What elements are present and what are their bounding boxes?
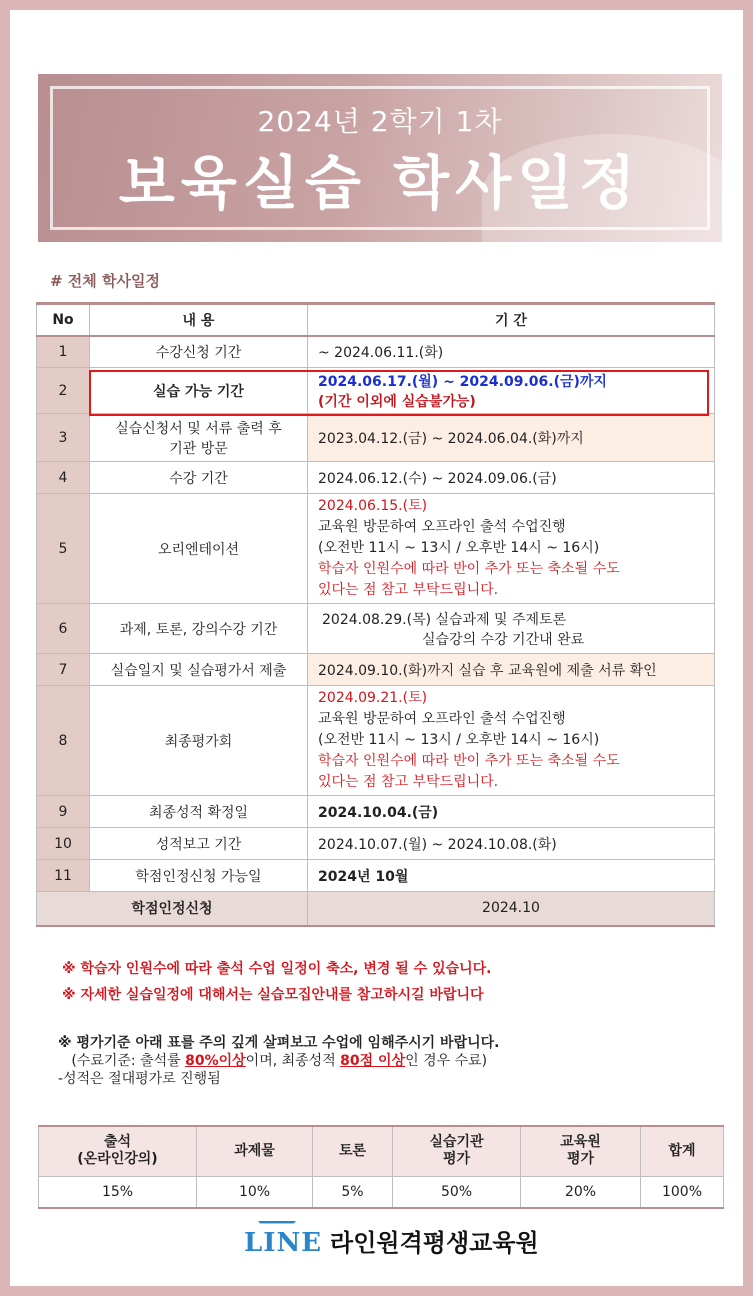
row-item: 최종평가회 (90, 686, 308, 796)
grade-table (38, 1125, 724, 1209)
title-banner (38, 74, 722, 242)
grade-value: 100% (641, 1176, 724, 1208)
banner-title: 보육실습 학사일정 (118, 149, 642, 217)
row-item: 오리엔테이션 (90, 494, 308, 604)
grade-header-line: 교육원 (560, 1134, 601, 1151)
row-no: 6 (37, 604, 90, 654)
grade-header-line: 토론 (338, 1142, 367, 1159)
period-line: 교육원 방문하여 오프라인 출석 수업진행 (318, 519, 566, 535)
grade-header (641, 1126, 724, 1176)
institute-logo (244, 1220, 539, 1260)
grade-value: 5% (313, 1176, 393, 1208)
criteria-block (58, 1034, 499, 1088)
period-note: 있다는 점 참고 부탁드립니다. (318, 774, 499, 790)
table-row (37, 686, 715, 796)
row-no: 5 (37, 494, 90, 604)
grade-header-line: 과제물 (234, 1142, 275, 1159)
grade-header (39, 1126, 197, 1176)
period-note: 있다는 점 참고 부탁드립니다. (318, 582, 499, 598)
institute-name: 라인원격평생교육원 (330, 1228, 539, 1257)
row-no: 8 (37, 686, 90, 796)
row-item: 수강신청 기간 (90, 336, 308, 368)
grade-header (313, 1126, 393, 1176)
table-row (37, 828, 715, 860)
row-no: 11 (37, 860, 90, 892)
criteria-text: (수료기준: 출석률 (58, 1053, 186, 1069)
row-period: 2023.04.12.(금) ~ 2024.06.04.(화)까지 (308, 414, 715, 462)
grade-header-line: 평가 (566, 1151, 595, 1168)
item-line: 실습신청서 및 서류 출력 후 (115, 420, 282, 437)
row-period: 2024년 10월 (308, 860, 715, 892)
section-title: # 전체 학사일정 (50, 272, 160, 290)
period-note: 학습자 인원수에 따라 반이 추가 또는 축소될 수도 (318, 753, 620, 769)
row-item: 실습 가능 기간 (90, 368, 308, 414)
row-period: 2024.10.07.(월) ~ 2024.10.08.(화) (308, 828, 715, 860)
grade-value: 50% (393, 1176, 521, 1208)
score-requirement: 80점 이상 (340, 1053, 406, 1069)
table-row (37, 796, 715, 828)
criteria-head: ※ 평가기준 아래 표를 주의 깊게 살펴보고 수업에 임해주시기 바랍니다. (58, 1035, 500, 1051)
row-period: 2024.10.04.(금) (308, 796, 715, 828)
notice-line: ※ 자세한 실습일정에 대해서는 실습모집안내를 참고하시길 바랍니다 (62, 987, 484, 1003)
row-no: 1 (37, 336, 90, 368)
grade-header-line: 합계 (668, 1142, 696, 1159)
table-row (37, 860, 715, 892)
table-row (37, 414, 715, 462)
row-item: 최종성적 확정일 (90, 796, 308, 828)
grade-header (197, 1126, 313, 1176)
table-row (37, 494, 715, 604)
row-no: 10 (37, 828, 90, 860)
practice-warning: (기간 이외에 실습불가능) (318, 393, 476, 410)
grade-value: 10% (197, 1176, 313, 1208)
credit-value: 2024.10 (308, 892, 715, 926)
notice-line: ※ 학습자 인원수에 따라 출석 수업 일정이 축소, 변경 될 수 있습니다. (62, 961, 492, 977)
table-row (37, 336, 715, 368)
header-period: 기 간 (308, 304, 715, 336)
row-no: 3 (37, 414, 90, 462)
table-row (37, 604, 715, 654)
criteria-text: 이며, 최종성적 (245, 1053, 341, 1069)
row-period: 2024.09.10.(화)까지 실습 후 교육원에 제출 서류 확인 (308, 654, 715, 686)
orientation-date: 2024.06.15.(토) (318, 498, 428, 514)
header-no: No (37, 304, 90, 336)
criteria-text: 인 경우 수료) (405, 1053, 488, 1069)
criteria-line: -성적은 절대평가로 진행됨 (58, 1071, 221, 1087)
row-no: 4 (37, 462, 90, 494)
grade-header (521, 1126, 641, 1176)
attend-requirement: 80%이상 (185, 1053, 246, 1069)
credit-label: 학점인정신청 (37, 892, 308, 926)
item-line: 기관 방문 (169, 440, 228, 457)
period-note: 학습자 인원수에 따라 반이 추가 또는 축소될 수도 (318, 561, 620, 577)
period-line: 실습강의 수강 기간내 완료 (422, 631, 585, 648)
grade-value: 20% (521, 1176, 641, 1208)
highlight-box (89, 370, 709, 416)
row-item (90, 414, 308, 462)
grade-header-line: (온라인강의) (77, 1151, 158, 1168)
row-period: 2024.06.12.(수) ~ 2024.09.06.(금) (308, 462, 715, 494)
row-item: 실습일지 및 실습평가서 제출 (90, 654, 308, 686)
banner-subtitle: 2024년 2학기 1차 (257, 105, 503, 138)
table-row (37, 654, 715, 686)
row-item: 성적보고 기간 (90, 828, 308, 860)
row-period: ~ 2024.06.11.(화) (308, 336, 715, 368)
line-logo-mark: LINE (244, 1222, 322, 1258)
period-line: 2024.08.29.(목) 실습과제 및 주제토론 (322, 611, 567, 628)
row-no: 9 (37, 796, 90, 828)
row-no: 2 (37, 368, 90, 414)
period-line: 교육원 방문하여 오프라인 출석 수업진행 (318, 711, 566, 727)
table-row (37, 462, 715, 494)
row-period (308, 604, 715, 654)
row-period (308, 494, 715, 604)
grade-header (393, 1126, 521, 1176)
period-line: (오전반 11시 ~ 13시 / 오후반 14시 ~ 16시) (318, 540, 600, 556)
row-item: 학점인정신청 가능일 (90, 860, 308, 892)
grade-value: 15% (39, 1176, 197, 1208)
period-line: (오전반 11시 ~ 13시 / 오후반 14시 ~ 16시) (318, 732, 600, 748)
grade-header-line: 실습기관 (429, 1134, 484, 1151)
row-period (308, 686, 715, 796)
practice-period: 2024.06.17.(월) ~ 2024.09.06.(금)까지 (318, 373, 607, 390)
table-row (37, 892, 715, 926)
row-item: 수강 기간 (90, 462, 308, 494)
notice-block (62, 956, 491, 1008)
header-item: 내 용 (90, 304, 308, 336)
row-no: 7 (37, 654, 90, 686)
final-eval-date: 2024.09.21.(토) (318, 690, 428, 706)
row-item: 과제, 토론, 강의수강 기간 (90, 604, 308, 654)
criteria-line (58, 1052, 499, 1070)
grade-header-line: 평가 (442, 1151, 471, 1168)
grade-header-line: 출석 (103, 1134, 132, 1151)
